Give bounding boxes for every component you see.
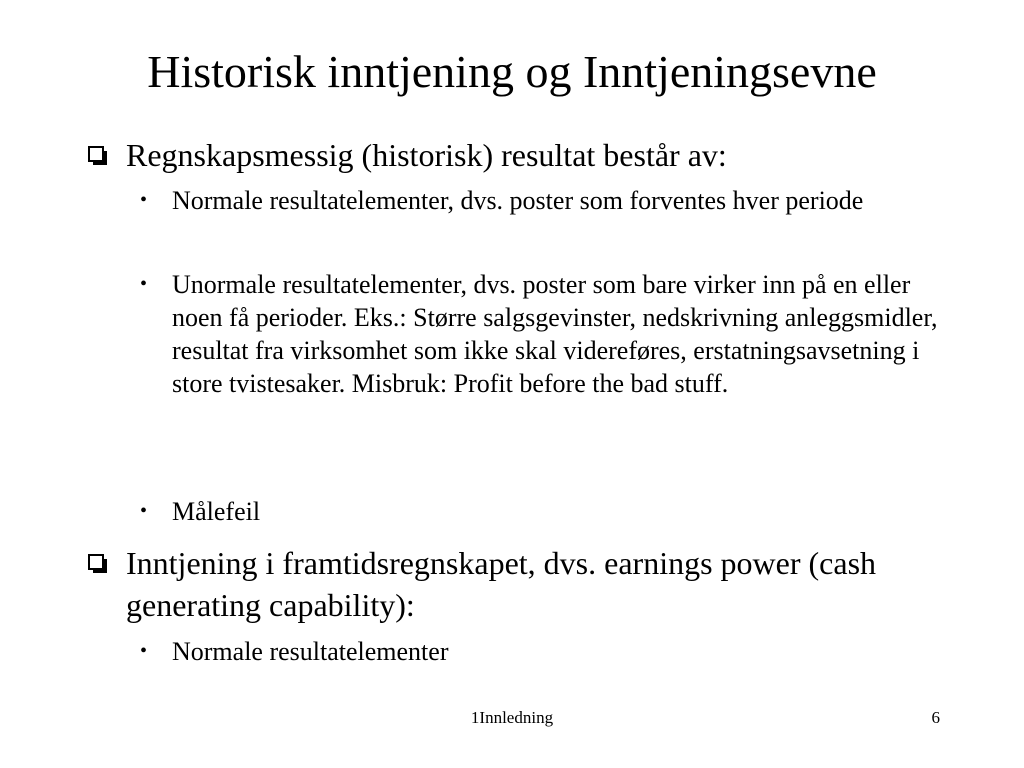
- sub-bullet-1-3-text: Målefeil: [172, 497, 261, 526]
- sub-bullet-1-2-text: Unormale resultatelementer, dvs. poster som bare virker inn på en eller noen få perioder. Eks.: Større salgsgevinster, nedskrivning anleggsmidler, resultat fra virksomhet som ikke skal videreføres, erstatningsavsetning i store tvistesaker. Misbruk: Profit before the bad stuff.: [172, 270, 938, 398]
- checkbox-bullet-icon: [88, 554, 108, 574]
- bullet-item-1: [88, 134, 928, 176]
- sub-bullet-1-1-text: Normale resultatelementer, dvs. poster som forventes hver periode: [172, 186, 864, 215]
- sub-bullet-1-3: [140, 495, 940, 528]
- bullet-item-2: [88, 542, 928, 626]
- page-number: 6: [931, 708, 940, 727]
- footer-label: 1Innledning: [470, 708, 554, 727]
- sub-bullet-1-2: [140, 268, 940, 400]
- sub-bullet-2-1: [140, 635, 940, 668]
- sub-bullet-2-1-text: Normale resultatelementer: [172, 637, 449, 666]
- bullet-item-1-text: Regnskapsmessig (historisk) resultat består av:: [126, 137, 727, 173]
- bullet-dot-icon: •: [140, 189, 148, 211]
- bullet-dot-icon: •: [140, 640, 148, 662]
- sub-bullet-1-1: [140, 184, 940, 217]
- bullet-dot-icon: •: [140, 500, 148, 522]
- bullet-item-2-text: Inntjening i framtidsregnskapet, dvs. earnings power (cash generating capability):: [126, 545, 877, 623]
- bullet-dot-icon: •: [140, 273, 148, 295]
- checkbox-bullet-icon: [88, 146, 108, 166]
- slide-title: Historisk inntjening og Inntjeningsevne: [147, 46, 877, 97]
